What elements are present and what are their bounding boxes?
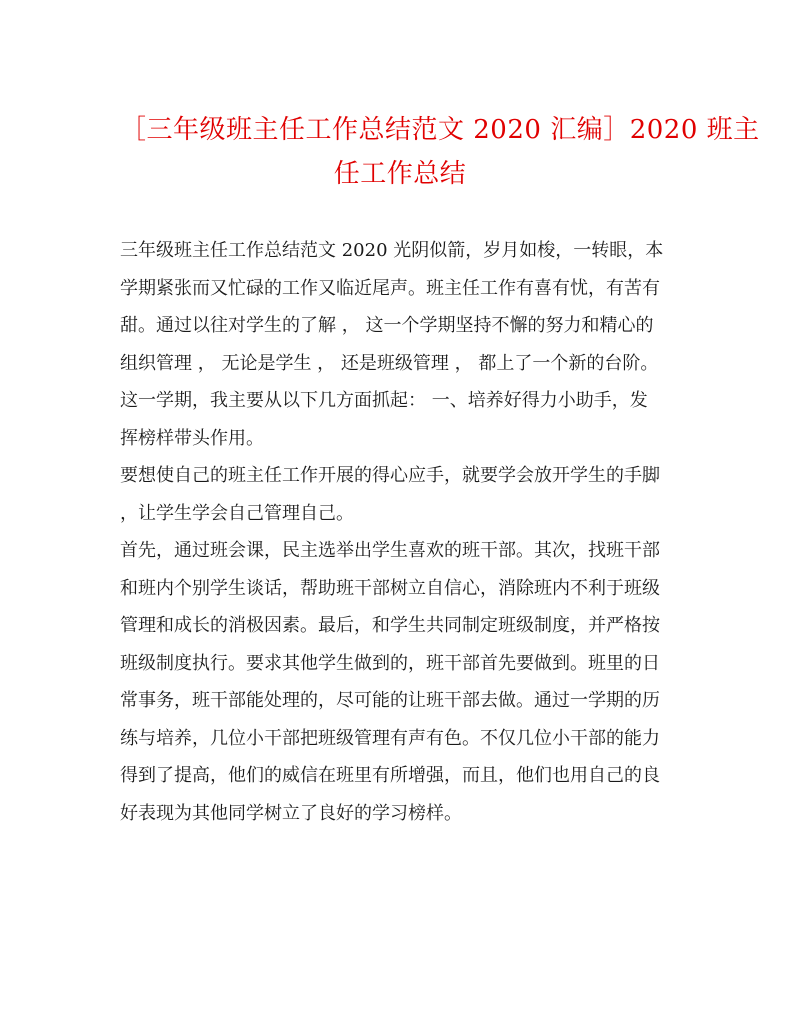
body-line: 甜。通过以往对学生的了解 ， 这一个学期坚持不懈的努力和精心的 bbox=[120, 315, 654, 336]
body-line: 班级制度执行。要求其他学生做到的，班干部首先要做到。班里的日 bbox=[120, 652, 660, 674]
body-line: 和班内个别学生谈话，帮助班干部树立自信心，消除班内不利于班级 bbox=[120, 577, 660, 599]
body-line: 组织管理 ， 无论是学生 ， 还是班级管理 ， 都上了一个新的台阶。 bbox=[120, 352, 659, 374]
body-line: 得到了提高，他们的威信在班里有所增强，而且，他们也用自己的良 bbox=[120, 765, 660, 786]
body-line: 好表现为其他同学树立了良好的学习榜样。 bbox=[120, 802, 462, 824]
body-line: ，让学生学会自己管理自己。 bbox=[120, 502, 354, 524]
body-line: 管理和成长的消极因素。最后，和学生共同制定班级制度，并严格按 bbox=[120, 615, 660, 636]
body-line: 常事务，班干部能处理的，尽可能的让班干部去做。通过一学期的历 bbox=[120, 690, 660, 711]
document-title bbox=[120, 108, 760, 196]
document-body bbox=[120, 232, 680, 832]
title-line-1: ［三年级班主任工作总结范文 2020 汇编］2020 班主 bbox=[120, 115, 760, 145]
body-line: 这一学期，我主要从以下几方面抓起： 一、培养好得力小助手，发 bbox=[120, 390, 648, 411]
body-line: 要想使自己的班主任工作开展的得心应手，就要学会放开学生的手脚 bbox=[120, 465, 660, 486]
body-line: 首先，通过班会课，民主选举出学生喜欢的班干部。其次，找班干部 bbox=[120, 540, 660, 561]
body-line: 三年级班主任工作总结范文 2020 光阴似箭，岁月如梭，一转眼，本 bbox=[120, 240, 664, 261]
body-line: 学期紧张而又忙碌的工作又临近尾声。班主任工作有喜有忧，有苦有 bbox=[120, 277, 660, 299]
body-line: 挥榜样带头作用。 bbox=[120, 427, 264, 449]
title-line-2: 任工作总结 bbox=[333, 159, 467, 189]
body-line: 练与培养，几位小干部把班级管理有声有色。不仅几位小干部的能力 bbox=[120, 727, 660, 749]
